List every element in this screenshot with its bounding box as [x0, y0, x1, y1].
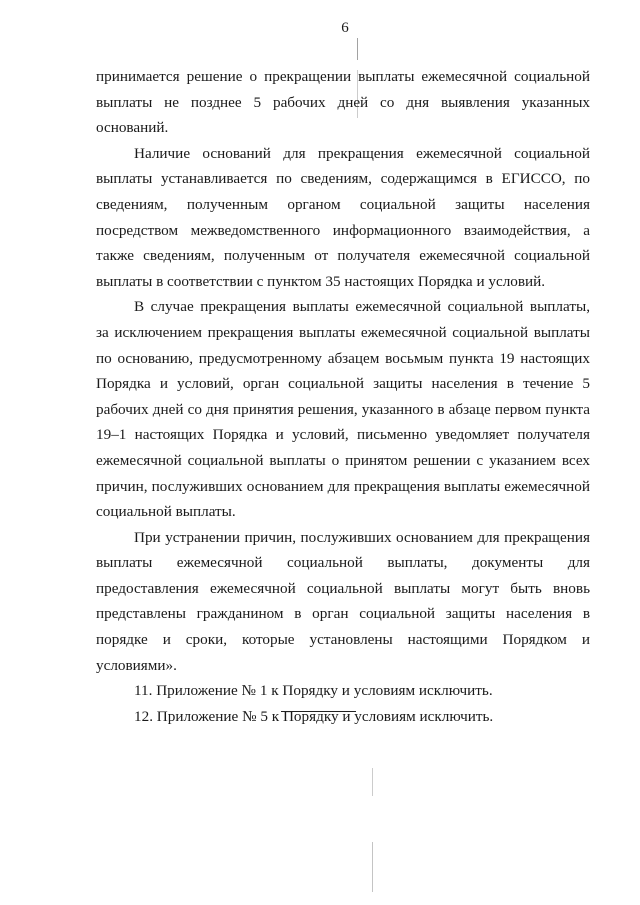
paragraph-item-12: 12. Приложение № 5 к Порядку и условиям исключить.	[134, 707, 494, 725]
paragraph-item-11: 11. Приложение № 1 к Порядку и условиям исключить.	[134, 682, 493, 700]
paragraph-resubmission: При устранении причин, послуживших основанием для прекращения выплаты ежемесячной социальной выплаты, документы для предоставления ежемесячной социальной выплаты могут быть вновь представлены гражданином в орган социальной защиты населения в порядке и сроки, которые установлены настоящими Порядком и условиями».	[96, 528, 590, 674]
scan-artifact-line	[357, 38, 358, 60]
scan-artifact-line	[372, 842, 373, 892]
paragraph-termination-notice: В случае прекращения выплаты ежемесячной социальной выплаты, за исключением прекращения выплаты ежемесячной социальной выплаты по основанию, предусмотренному абзацем восьмым пункта 19 настоящих Порядка и условий, орган социальной защиты населения в течение 5 рабочих дней со дня принятия решения, указанного в абзаце первом пункта 19–1 настоящих Порядка и условий, письменно уведомляет получателя ежемесячной социальной выплаты о принятом решении с указанием всех причин, послуживших основанием для прекращения выплаты ежемесячной социальной выплаты.	[96, 298, 590, 521]
paragraph-continuation: принимается решение о прекращении выплаты ежемесячной социальной выплаты не позднее 5 рабочих дней со дня выявления указанных оснований.	[96, 68, 590, 137]
scan-artifact-line	[357, 70, 358, 118]
scan-artifact-line	[372, 768, 373, 796]
paragraph-grounds: Наличие оснований для прекращения ежемесячной социальной выплаты устанавливается по сведениям, содержащимся в ЕГИССО, по сведениям, полученным органом социальной защиты населения посредством межведомственного информационного взаимодействия, а также сведениям, полученным от получателя ежемесячной социальной выплаты в соответствии с пунктом 35 настоящих Порядка и условий.	[96, 144, 590, 290]
page-number: 6	[341, 20, 349, 36]
document-body	[96, 64, 590, 729]
end-divider-line	[281, 711, 356, 712]
